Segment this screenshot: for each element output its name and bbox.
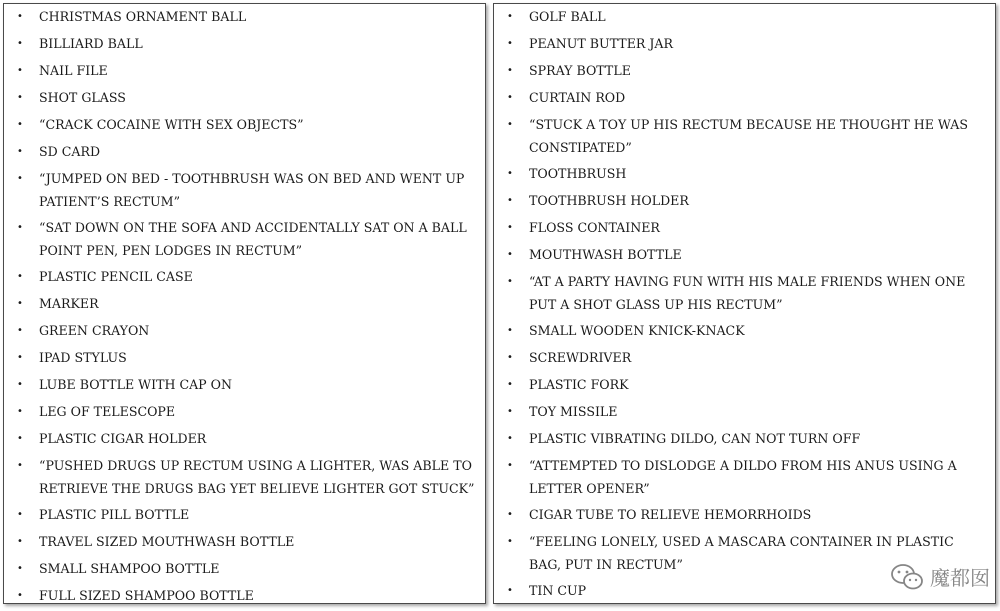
list-item: [4, 33, 481, 56]
bullet-icon: •: [507, 119, 513, 130]
bullet-icon: •: [17, 271, 23, 282]
list-item-text: PLASTIC PILL BOTTLE: [39, 507, 190, 522]
list-item: [494, 428, 991, 451]
bullet-icon: •: [17, 379, 23, 390]
list-item-text: “ATTEMPTED TO DISLODGE A DILDO FROM HIS ANUS USING A LETTER OPENER”: [529, 458, 957, 496]
list-item: [4, 266, 481, 289]
bullet-icon: •: [507, 460, 513, 471]
list-item-text: TOOTHBRUSH HOLDER: [529, 193, 689, 208]
list-item: [494, 271, 991, 316]
list-item: [494, 244, 991, 267]
list-item-text: CHRISTMAS ORNAMENT BALL: [39, 9, 247, 24]
list-item-text: GOLF BALL: [529, 9, 606, 24]
list-item-text: IPAD STYLUS: [39, 350, 127, 365]
bullet-icon: •: [507, 168, 513, 179]
list-item-text: NAIL FILE: [39, 63, 108, 78]
list-item: [4, 168, 481, 213]
bullet-icon: •: [17, 146, 23, 157]
watermark-text: 魔都囡: [930, 566, 990, 590]
list-item-text: PLASTIC VIBRATING DILDO, CAN NOT TURN OFF: [529, 431, 861, 446]
list-item-text: SMALL WOODEN KNICK-KNACK: [529, 323, 745, 338]
bullet-icon: •: [507, 325, 513, 336]
list-item: [494, 347, 991, 370]
list-item: [4, 114, 481, 137]
list-item-text: TIN CUP: [529, 583, 587, 598]
bullet-icon: •: [17, 563, 23, 574]
list-item: [4, 585, 481, 604]
list-item: [4, 531, 481, 554]
list-item: [4, 558, 481, 581]
bullet-icon: •: [507, 276, 513, 287]
bullet-icon: •: [17, 590, 23, 601]
list-item-text: LUBE BOTTLE WITH CAP ON: [39, 377, 233, 392]
list-item: [494, 87, 991, 110]
list-item: [4, 401, 481, 424]
list-item: [494, 33, 991, 56]
list-item-text: CURTAIN ROD: [529, 90, 626, 105]
list-item: [494, 163, 991, 186]
list-item-text: SD CARD: [39, 144, 101, 159]
list-item-text: MOUTHWASH BOTTLE: [529, 247, 682, 262]
list-item-text: “PUSHED DRUGS UP RECTUM USING A LIGHTER, WAS ABLE TO RETRIEVE THE DRUGS BAG YET BELIEVE LIGHTER GOT STUCK”: [39, 458, 475, 496]
bullet-icon: •: [507, 536, 513, 547]
bullet-icon: •: [17, 92, 23, 103]
list-item: [4, 87, 481, 110]
list-item: [494, 6, 991, 29]
bullet-icon: •: [507, 406, 513, 417]
list-item-text: GREEN CRAYON: [39, 323, 150, 338]
list-item-text: “AT A PARTY HAVING FUN WITH HIS MALE FRIENDS WHEN ONE PUT A SHOT GLASS UP HIS RECTUM”: [529, 274, 966, 312]
list-item: [4, 293, 481, 316]
bullet-icon: •: [17, 536, 23, 547]
watermark: [890, 562, 990, 591]
bullet-icon: •: [17, 11, 23, 22]
bullet-icon: •: [507, 352, 513, 363]
bullet-icon: •: [507, 222, 513, 233]
bullet-icon: •: [507, 379, 513, 390]
list-item-text: CIGAR TUBE TO RELIEVE HEMORRHOIDS: [529, 507, 812, 522]
bullet-icon: •: [17, 460, 23, 471]
list-item-text: “CRACK COCAINE WITH SEX OBJECTS”: [39, 117, 304, 132]
list-item-text: FLOSS CONTAINER: [529, 220, 660, 235]
list-item-text: SMALL SHAMPOO BOTTLE: [39, 561, 220, 576]
bullet-icon: •: [507, 65, 513, 76]
right-list-panel: [493, 3, 996, 604]
list-item-text: PLASTIC CIGAR HOLDER: [39, 431, 207, 446]
list-item: [4, 60, 481, 83]
list-item-text: PEANUT BUTTER JAR: [529, 36, 674, 51]
bullet-icon: •: [17, 509, 23, 520]
bullet-icon: •: [17, 65, 23, 76]
list-item-text: “JUMPED ON BED - TOOTHBRUSH WAS ON BED AND WENT UP PATIENT’S RECTUM”: [39, 171, 465, 209]
bullet-icon: •: [17, 406, 23, 417]
list-item-text: PLASTIC PENCIL CASE: [39, 269, 193, 284]
list-item-text: “STUCK A TOY UP HIS RECTUM BECAUSE HE THOUGHT HE WAS CONSTIPATED”: [529, 117, 968, 155]
bullet-icon: •: [17, 38, 23, 49]
bullet-icon: •: [507, 11, 513, 22]
bullet-icon: •: [17, 222, 23, 233]
bullet-icon: •: [507, 509, 513, 520]
list-item-text: PLASTIC FORK: [529, 377, 629, 392]
list-item: [494, 60, 991, 83]
list-item: [4, 141, 481, 164]
list-item-text: TRAVEL SIZED MOUTHWASH BOTTLE: [39, 534, 295, 549]
bullet-icon: •: [17, 298, 23, 309]
bullet-icon: •: [507, 195, 513, 206]
bullet-icon: •: [17, 433, 23, 444]
list-item: [494, 401, 991, 424]
list-item-text: SCREWDRIVER: [529, 350, 632, 365]
list-item: [494, 504, 991, 527]
bullet-icon: •: [507, 92, 513, 103]
list-item-text: BILLIARD BALL: [39, 36, 143, 51]
bullet-icon: •: [17, 173, 23, 184]
list-item: [494, 190, 991, 213]
left-list-panel: [3, 3, 486, 604]
list-item-text: SHOT GLASS: [39, 90, 126, 105]
list-item: [4, 6, 481, 29]
list-item: [4, 504, 481, 527]
bullet-icon: •: [507, 585, 513, 596]
bullet-icon: •: [17, 352, 23, 363]
wechat-icon: [890, 563, 924, 591]
list-item-text: TOY MISSILE: [529, 404, 618, 419]
list-item-text: FULL SIZED SHAMPOO BOTTLE: [39, 588, 254, 603]
list-item: [494, 320, 991, 343]
list-item: [4, 374, 481, 397]
list-item: [4, 320, 481, 343]
list-item-text: SPRAY BOTTLE: [529, 63, 631, 78]
list-item: [4, 455, 481, 500]
list-item-text: “FEELING LONELY, USED A MASCARA CONTAINER IN PLASTIC BAG, PUT IN RECTUM”: [529, 534, 954, 572]
list-item: [494, 217, 991, 240]
list-item-text: MARKER: [39, 296, 99, 311]
list-item: [494, 114, 991, 159]
list-item: [4, 428, 481, 451]
list-item-text: LEG OF TELESCOPE: [39, 404, 176, 419]
list-item: [4, 217, 481, 262]
bullet-icon: •: [17, 325, 23, 336]
bullet-icon: •: [507, 38, 513, 49]
list-item-text: TOOTHBRUSH: [529, 166, 627, 181]
bullet-icon: •: [17, 119, 23, 130]
list-item-text: “SAT DOWN ON THE SOFA AND ACCIDENTALLY SAT ON A BALL POINT PEN, PEN LODGES IN RECTUM”: [39, 220, 467, 258]
bullet-icon: •: [507, 249, 513, 260]
bullet-icon: •: [507, 433, 513, 444]
list-item: [494, 374, 991, 397]
list-item: [4, 347, 481, 370]
list-item: [494, 455, 991, 500]
